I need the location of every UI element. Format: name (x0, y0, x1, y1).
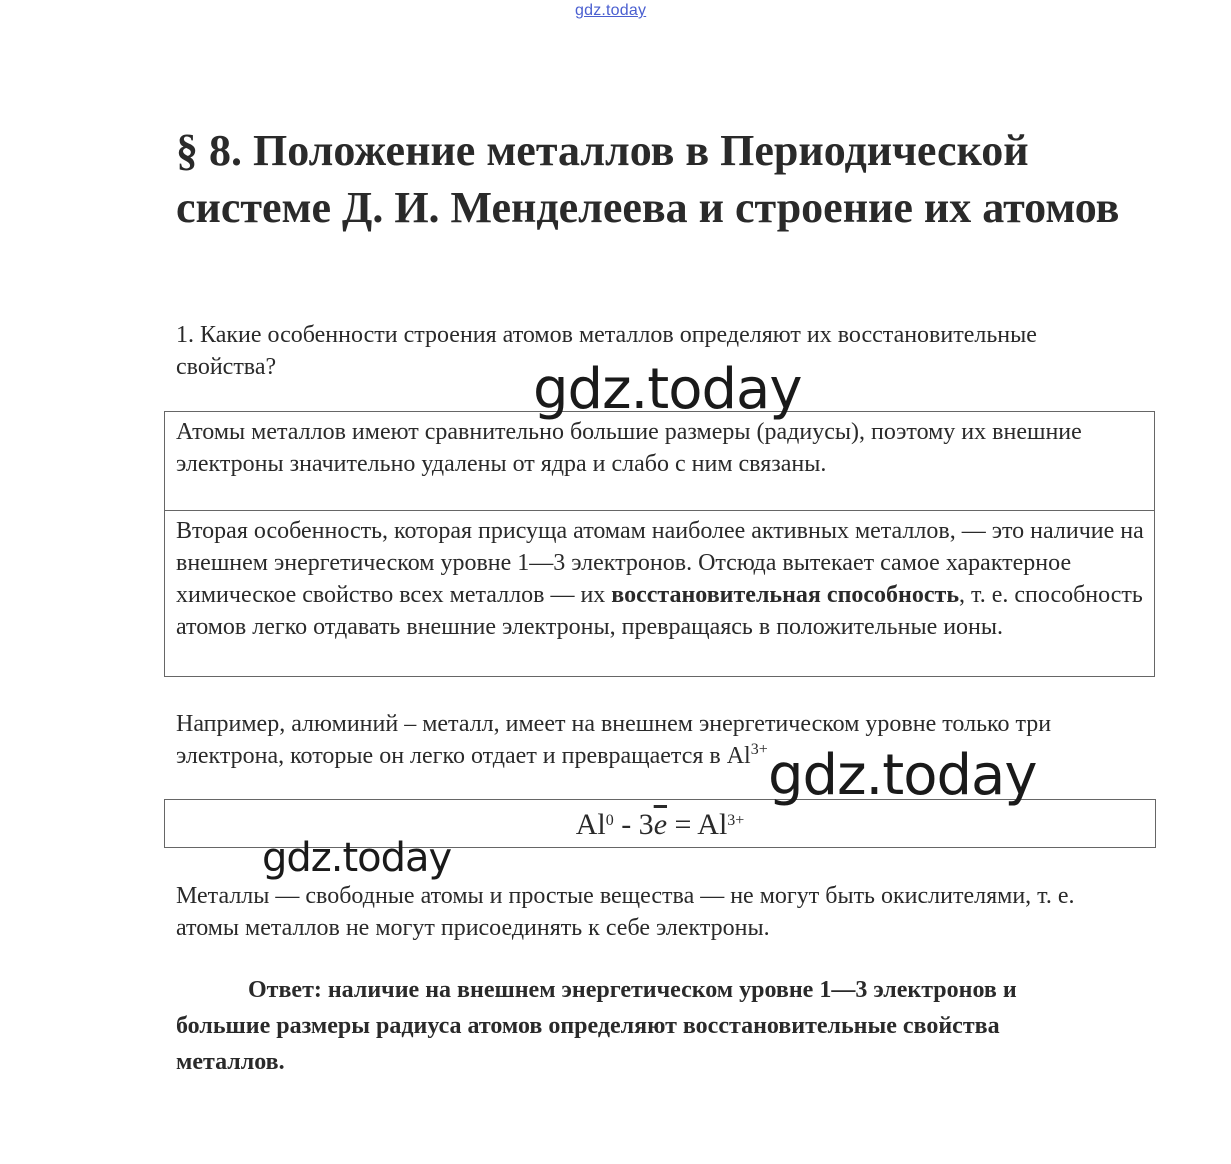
electron-symbol: $\overline{e}$ (653, 808, 668, 841)
equation-right-charge: 3+ (727, 812, 745, 829)
watermark: gdz.today (533, 357, 802, 422)
example-charge: 3+ (750, 741, 768, 758)
watermark: gdz.today (262, 835, 452, 881)
explanation-text-2-end: , т. е. способность атомов легко отдавать внешние электроны, превращаясь в положительные ионы. (176, 582, 1143, 640)
explanation-text-1: Атомы металлов имеют сравнительно большие размеры (радиусы), поэтому их внешние электроны значительно удалены от ядра и слабо с ним связаны. (176, 419, 1082, 477)
explanation-term: восстановительная способность (611, 582, 960, 608)
equation (576, 808, 745, 841)
question-text: 1. Какие особенности строения атомов металлов определяют их восстановительные свойства? (176, 322, 1037, 380)
explanation-text-2-start: Вторая особенность, которая присуща атомам наиболее активных металлов, — это наличие на внешнем энергетическом уровне 1—3 электронов. Отсюда вытекает самое характерное химическое свойство всех металлов — их (176, 518, 1144, 608)
site-link[interactable]: gdz.today (575, 2, 647, 19)
explanation-text-2 (165, 511, 1154, 643)
explanation-box-1 (164, 411, 1155, 511)
equation-result: = Al (667, 808, 728, 841)
explanation-box-2 (164, 510, 1155, 677)
equation-left-symbol: Al (575, 808, 606, 841)
equation-operator: - 3 (613, 808, 654, 841)
metals-text: Металлы — свободные атомы и простые вещества — не могут быть окислителями, т. е. атомы металлов не могут присоединять к себе электроны. (176, 883, 1075, 941)
equation-left-charge: 0 (605, 812, 614, 829)
watermark: gdz.today (768, 743, 1037, 808)
example-sentence: Например, алюминий – металл, имеет на внешнем энергетическом уровне только три электрона, которые он легко отдает и превращается в Al (176, 711, 1052, 769)
answer-text: Ответ: наличие на внешнем энергетическом уровне 1—3 электронов и большие размеры радиуса атомов определяют восстановительные свойства металлов. (176, 977, 1017, 1075)
page-title: § 8. Положение металлов в Периодической системе Д. И. Менделеева и строение их атомов (176, 126, 1120, 232)
